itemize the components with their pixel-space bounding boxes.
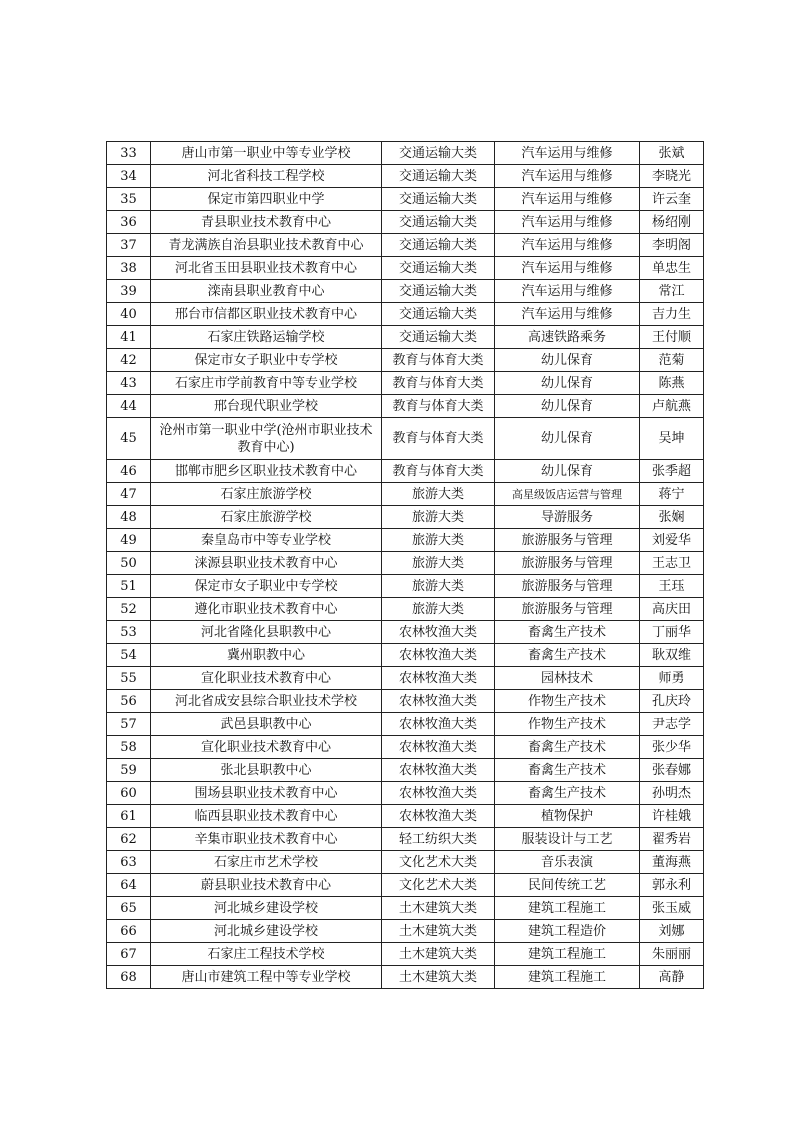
table-row [107,211,704,234]
teacher-name-cell: 尹志学 [640,713,704,736]
major-category-cell: 土木建筑大类 [382,943,495,966]
major-category-cell: 交通运输大类 [382,211,495,234]
row-number-cell: 37 [107,234,151,257]
row-number-cell: 65 [107,897,151,920]
school-name-cell: 辛集市职业技术教育中心 [151,828,382,851]
row-number-cell: 60 [107,782,151,805]
teacher-name-cell: 王付顺 [640,326,704,349]
table-row [107,690,704,713]
major-name-cell: 汽车运用与维修 [495,280,640,303]
major-category-cell: 文化艺术大类 [382,851,495,874]
table-row [107,805,704,828]
major-name-cell: 植物保护 [495,805,640,828]
table-row [107,874,704,897]
table-row [107,188,704,211]
major-category-cell: 交通运输大类 [382,188,495,211]
teacher-name-cell: 许云奎 [640,188,704,211]
table-row [107,395,704,418]
row-number-cell: 44 [107,395,151,418]
table-row [107,552,704,575]
teacher-name-cell: 常江 [640,280,704,303]
table-row [107,280,704,303]
school-name-cell: 蔚县职业技术教育中心 [151,874,382,897]
major-name-cell: 汽车运用与维修 [495,142,640,165]
major-category-cell: 旅游大类 [382,575,495,598]
teacher-name-cell: 张玉威 [640,897,704,920]
row-number-cell: 39 [107,280,151,303]
teacher-name-cell: 杨绍刚 [640,211,704,234]
school-name-cell: 河北省成安县综合职业技术学校 [151,690,382,713]
table-row [107,326,704,349]
row-number-cell: 56 [107,690,151,713]
row-number-cell: 46 [107,460,151,483]
teacher-name-cell: 李明阁 [640,234,704,257]
teacher-name-cell: 张斌 [640,142,704,165]
school-name-cell: 围场县职业技术教育中心 [151,782,382,805]
table-row [107,920,704,943]
major-category-cell: 文化艺术大类 [382,874,495,897]
table-row [107,418,704,460]
school-name-cell: 保定市女子职业中专学校 [151,575,382,598]
major-category-cell: 旅游大类 [382,598,495,621]
row-number-cell: 42 [107,349,151,372]
teacher-name-cell: 高庆田 [640,598,704,621]
teacher-name-cell: 高静 [640,966,704,989]
table-row [107,506,704,529]
row-number-cell: 52 [107,598,151,621]
table-row [107,621,704,644]
teacher-name-cell: 卢航燕 [640,395,704,418]
school-name-cell: 青县职业技术教育中心 [151,211,382,234]
major-name-cell: 民间传统工艺 [495,874,640,897]
table-row [107,966,704,989]
major-category-cell: 土木建筑大类 [382,897,495,920]
teacher-name-cell: 张少华 [640,736,704,759]
teacher-name-cell: 张春娜 [640,759,704,782]
major-category-cell: 农林牧渔大类 [382,759,495,782]
major-name-cell: 园林技术 [495,667,640,690]
school-name-cell: 河北省玉田县职业技术教育中心 [151,257,382,280]
major-name-cell: 高速铁路乘务 [495,326,640,349]
major-category-cell: 交通运输大类 [382,303,495,326]
table-row [107,483,704,506]
school-name-cell: 石家庄市学前教育中等专业学校 [151,372,382,395]
roster-body [107,142,704,989]
teacher-name-cell: 王志卫 [640,552,704,575]
school-name-cell: 秦皇岛市中等专业学校 [151,529,382,552]
teacher-name-cell: 吴坤 [640,418,704,460]
major-category-cell: 农林牧渔大类 [382,713,495,736]
table-row [107,828,704,851]
major-name-cell: 汽车运用与维修 [495,303,640,326]
major-name-cell: 汽车运用与维修 [495,234,640,257]
table-row [107,667,704,690]
major-name-cell: 幼儿保育 [495,460,640,483]
school-name-cell: 石家庄市艺术学校 [151,851,382,874]
row-number-cell: 40 [107,303,151,326]
major-category-cell: 土木建筑大类 [382,966,495,989]
teacher-name-cell: 吉力生 [640,303,704,326]
table-row [107,460,704,483]
table-row [107,943,704,966]
school-name-cell: 邢台现代职业学校 [151,395,382,418]
row-number-cell: 61 [107,805,151,828]
row-number-cell: 54 [107,644,151,667]
major-name-cell: 建筑工程施工 [495,943,640,966]
teacher-name-cell: 陈燕 [640,372,704,395]
teacher-name-cell: 师勇 [640,667,704,690]
major-name-cell: 幼儿保育 [495,349,640,372]
teacher-name-cell: 翟秀岩 [640,828,704,851]
table-row [107,782,704,805]
school-name-cell: 保定市女子职业中专学校 [151,349,382,372]
major-name-cell: 汽车运用与维修 [495,211,640,234]
major-category-cell: 交通运输大类 [382,165,495,188]
row-number-cell: 49 [107,529,151,552]
row-number-cell: 67 [107,943,151,966]
table-row [107,644,704,667]
school-name-cell: 保定市第四职业中学 [151,188,382,211]
row-number-cell: 34 [107,165,151,188]
major-name-cell: 幼儿保育 [495,418,640,460]
school-name-cell: 河北城乡建设学校 [151,897,382,920]
teacher-name-cell: 张娴 [640,506,704,529]
row-number-cell: 68 [107,966,151,989]
major-name-cell: 旅游服务与管理 [495,598,640,621]
table-row [107,372,704,395]
school-name-cell: 涞源县职业技术教育中心 [151,552,382,575]
row-number-cell: 48 [107,506,151,529]
table-row [107,349,704,372]
major-name-cell: 建筑工程施工 [495,897,640,920]
major-name-cell: 旅游服务与管理 [495,552,640,575]
teacher-name-cell: 耿双维 [640,644,704,667]
row-number-cell: 41 [107,326,151,349]
major-name-cell: 高星级饭店运营与管理 [495,483,640,506]
row-number-cell: 62 [107,828,151,851]
school-name-cell: 临西县职业技术教育中心 [151,805,382,828]
major-name-cell: 作物生产技术 [495,713,640,736]
row-number-cell: 55 [107,667,151,690]
major-name-cell: 畜禽生产技术 [495,644,640,667]
row-number-cell: 38 [107,257,151,280]
major-category-cell: 教育与体育大类 [382,372,495,395]
major-category-cell: 教育与体育大类 [382,349,495,372]
school-name-cell: 石家庄铁路运输学校 [151,326,382,349]
teacher-name-cell: 刘爱华 [640,529,704,552]
row-number-cell: 64 [107,874,151,897]
school-name-cell: 石家庄旅游学校 [151,506,382,529]
major-name-cell: 汽车运用与维修 [495,257,640,280]
major-category-cell: 旅游大类 [382,506,495,529]
major-category-cell: 交通运输大类 [382,234,495,257]
major-name-cell: 畜禽生产技术 [495,621,640,644]
row-number-cell: 63 [107,851,151,874]
major-category-cell: 旅游大类 [382,483,495,506]
table-row [107,142,704,165]
table-row [107,165,704,188]
school-name-cell: 宣化职业技术教育中心 [151,736,382,759]
table-row [107,598,704,621]
major-category-cell: 农林牧渔大类 [382,690,495,713]
major-category-cell: 教育与体育大类 [382,395,495,418]
row-number-cell: 66 [107,920,151,943]
row-number-cell: 47 [107,483,151,506]
row-number-cell: 58 [107,736,151,759]
major-category-cell: 轻工纺织大类 [382,828,495,851]
table-row [107,851,704,874]
table-row [107,234,704,257]
school-name-cell: 石家庄旅游学校 [151,483,382,506]
major-category-cell: 交通运输大类 [382,280,495,303]
teacher-name-cell: 孙明杰 [640,782,704,805]
school-name-cell: 河北城乡建设学校 [151,920,382,943]
major-name-cell: 音乐表演 [495,851,640,874]
row-number-cell: 59 [107,759,151,782]
major-category-cell: 交通运输大类 [382,326,495,349]
row-number-cell: 43 [107,372,151,395]
table-row [107,713,704,736]
major-category-cell: 交通运输大类 [382,257,495,280]
major-name-cell: 畜禽生产技术 [495,782,640,805]
school-name-cell: 河北省隆化县职教中心 [151,621,382,644]
teacher-name-cell: 孔庆玲 [640,690,704,713]
major-category-cell: 农林牧渔大类 [382,667,495,690]
school-name-cell: 宣化职业技术教育中心 [151,667,382,690]
major-name-cell: 汽车运用与维修 [495,188,640,211]
teacher-name-cell: 王珏 [640,575,704,598]
school-name-cell: 石家庄工程技术学校 [151,943,382,966]
teacher-name-cell: 丁丽华 [640,621,704,644]
major-category-cell: 旅游大类 [382,552,495,575]
major-name-cell: 幼儿保育 [495,395,640,418]
major-name-cell: 服装设计与工艺 [495,828,640,851]
major-name-cell: 畜禽生产技术 [495,736,640,759]
major-name-cell: 作物生产技术 [495,690,640,713]
major-name-cell: 建筑工程施工 [495,966,640,989]
school-name-cell: 沧州市第一职业中学(沧州市职业技术教育中心) [151,418,382,460]
table-row [107,897,704,920]
major-category-cell: 教育与体育大类 [382,460,495,483]
teacher-name-cell: 李晓光 [640,165,704,188]
teacher-name-cell: 范菊 [640,349,704,372]
row-number-cell: 33 [107,142,151,165]
school-name-cell: 武邑县职教中心 [151,713,382,736]
row-number-cell: 45 [107,418,151,460]
school-name-cell: 唐山市建筑工程中等专业学校 [151,966,382,989]
major-name-cell: 汽车运用与维修 [495,165,640,188]
major-name-cell: 旅游服务与管理 [495,529,640,552]
teacher-name-cell: 蒋宁 [640,483,704,506]
school-name-cell: 河北省科技工程学校 [151,165,382,188]
teacher-name-cell: 张季超 [640,460,704,483]
major-category-cell: 农林牧渔大类 [382,736,495,759]
table-row [107,257,704,280]
major-name-cell: 幼儿保育 [495,372,640,395]
major-category-cell: 农林牧渔大类 [382,782,495,805]
school-name-cell: 冀州职教中心 [151,644,382,667]
school-name-cell: 青龙满族自治县职业技术教育中心 [151,234,382,257]
major-name-cell: 旅游服务与管理 [495,575,640,598]
teacher-name-cell: 朱丽丽 [640,943,704,966]
teacher-name-cell: 刘娜 [640,920,704,943]
row-number-cell: 36 [107,211,151,234]
major-category-cell: 农林牧渔大类 [382,805,495,828]
roster-table [106,141,704,989]
table-row [107,575,704,598]
table-row [107,529,704,552]
school-name-cell: 张北县职教中心 [151,759,382,782]
major-category-cell: 农林牧渔大类 [382,621,495,644]
teacher-name-cell: 单忠生 [640,257,704,280]
row-number-cell: 57 [107,713,151,736]
school-name-cell: 滦南县职业教育中心 [151,280,382,303]
row-number-cell: 35 [107,188,151,211]
major-category-cell: 教育与体育大类 [382,418,495,460]
major-name-cell: 导游服务 [495,506,640,529]
school-name-cell: 邯郸市肥乡区职业技术教育中心 [151,460,382,483]
teacher-name-cell: 许桂娥 [640,805,704,828]
row-number-cell: 53 [107,621,151,644]
major-category-cell: 土木建筑大类 [382,920,495,943]
major-category-cell: 旅游大类 [382,529,495,552]
table-row [107,303,704,326]
school-name-cell: 遵化市职业技术教育中心 [151,598,382,621]
table-row [107,736,704,759]
row-number-cell: 51 [107,575,151,598]
school-name-cell: 唐山市第一职业中等专业学校 [151,142,382,165]
teacher-name-cell: 董海燕 [640,851,704,874]
school-name-cell: 邢台市信都区职业技术教育中心 [151,303,382,326]
teacher-name-cell: 郭永利 [640,874,704,897]
table-row [107,759,704,782]
major-category-cell: 农林牧渔大类 [382,644,495,667]
row-number-cell: 50 [107,552,151,575]
major-name-cell: 畜禽生产技术 [495,759,640,782]
major-category-cell: 交通运输大类 [382,142,495,165]
major-name-cell: 建筑工程造价 [495,920,640,943]
